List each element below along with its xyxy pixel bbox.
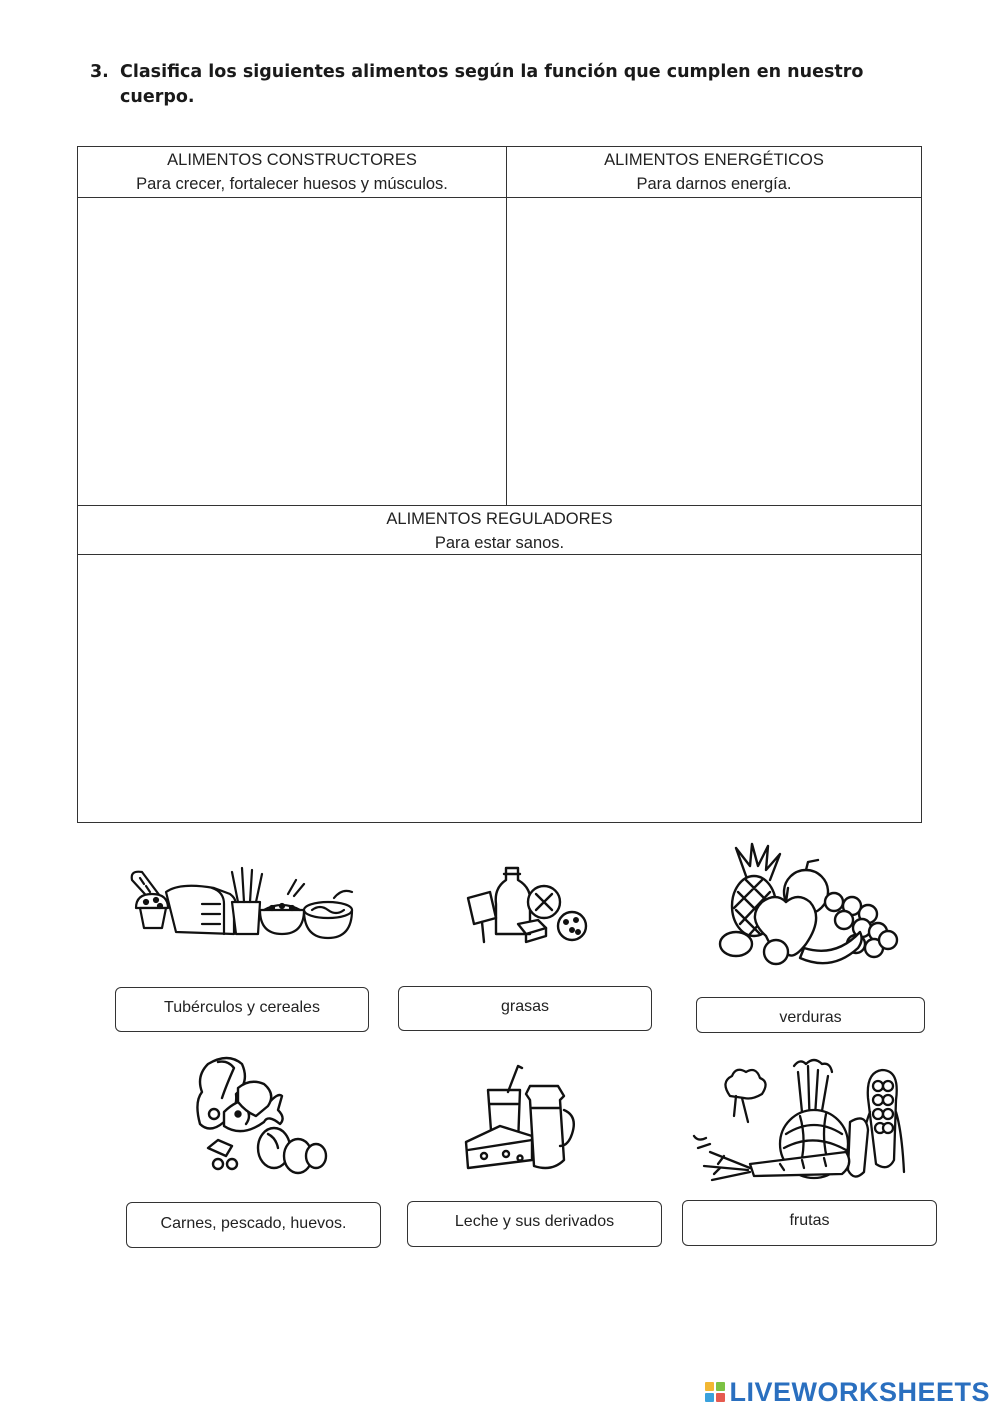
- liveworksheets-logo-icon: [705, 1382, 725, 1402]
- card-leche-derivados[interactable]: Leche y sus derivados: [407, 1201, 662, 1247]
- classification-table: [77, 146, 922, 823]
- dairy-milk-icon: [460, 1060, 580, 1180]
- card-carnes-pescado-huevos[interactable]: Carnes, pescado, huevos.: [126, 1202, 381, 1248]
- card-tuberculos-cereales[interactable]: Tubérculos y cereales: [115, 987, 369, 1032]
- energeticos-header: [507, 147, 921, 197]
- table-divider: [78, 505, 921, 506]
- reguladores-subtitle: Para estar sanos.: [434, 534, 565, 552]
- energeticos-dropzone[interactable]: [507, 198, 921, 505]
- brand-name: LIVEWORKSHEETS: [729, 1376, 990, 1407]
- constructores-title: ALIMENTOS CONSTRUCTORES: [167, 151, 417, 169]
- table-divider: [78, 554, 921, 555]
- constructores-dropzone[interactable]: [78, 198, 506, 505]
- constructores-header: [78, 147, 506, 197]
- reguladores-header: [78, 506, 921, 554]
- fats-oil-icon: [460, 862, 595, 952]
- question-text: Clasifica los siguientes alimentos según la función que cumplen en nuestro cuerpo.: [120, 62, 864, 107]
- liveworksheets-brand[interactable]: [705, 1377, 990, 1407]
- table-divider: [506, 147, 507, 505]
- reguladores-dropzone[interactable]: [78, 555, 921, 822]
- card-verduras[interactable]: verduras: [696, 997, 925, 1033]
- card-frutas[interactable]: frutas: [682, 1200, 937, 1246]
- cereals-bread-icon: [120, 858, 360, 948]
- energeticos-title: ALIMENTOS ENERGÉTICOS: [604, 151, 824, 169]
- fruit-basket-icon: [706, 840, 906, 975]
- vegetables-icon: [690, 1052, 925, 1187]
- reguladores-title: ALIMENTOS REGULADORES: [386, 510, 613, 528]
- meat-fish-eggs-icon: [188, 1052, 333, 1182]
- table-divider: [78, 197, 921, 198]
- energeticos-subtitle: Para darnos energía.: [636, 175, 792, 193]
- card-grasas[interactable]: grasas: [398, 986, 652, 1031]
- question-number: 3.: [90, 62, 109, 82]
- constructores-subtitle: Para crecer, fortalecer huesos y músculos.: [136, 175, 448, 193]
